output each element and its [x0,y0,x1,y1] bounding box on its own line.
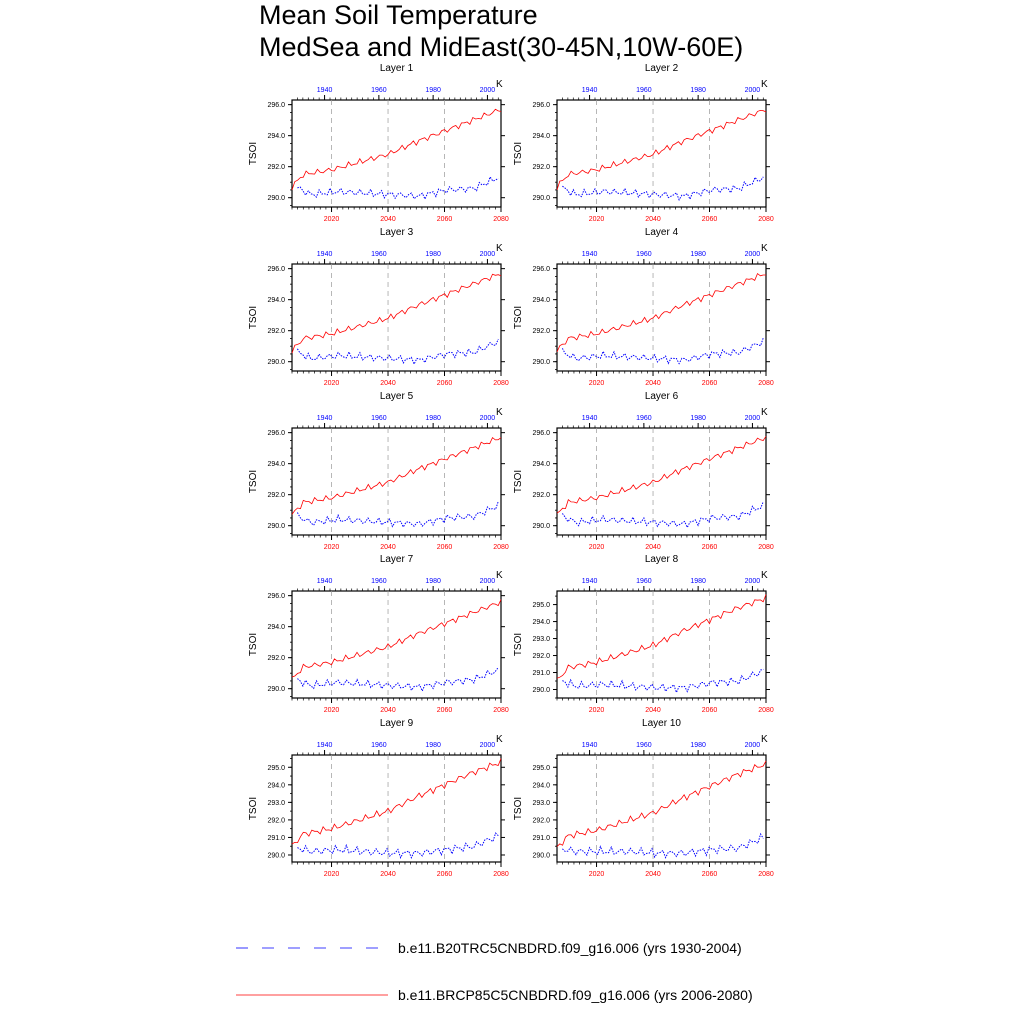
panel-9-title: Layer 9 [379,718,414,729]
panel-2-xtick-top-label: 1940 [581,87,598,94]
panel-1-xtick-bottom-label: 2040 [380,216,396,223]
panel-1-ytick-label: 294.0 [267,133,285,141]
panel-10-ytick-label: 294.0 [532,782,550,790]
panel-10-frame [557,755,766,862]
panel-8-units-label: K [761,570,768,581]
panel-5-series-historical [297,501,498,527]
panel-2-series-rcp85 [557,110,766,189]
panel-7-series-rcp85 [292,600,501,677]
panel-10-ytick-label: 290.0 [532,852,550,860]
panel-9-ylabel: TSOI [248,796,259,821]
panel-3-xtick-top-label: 1940 [316,251,333,258]
panel-9-units-label: K [496,734,503,745]
panel-9-ytick-label: 290.0 [267,852,285,860]
panel-8-xtick-top-label: 1940 [581,578,598,585]
panel-9-ytick-label: 291.0 [267,834,285,842]
panel-4-xtick-top-label: 1960 [636,251,652,258]
panel-7-ytick-label: 294.0 [267,624,285,632]
panel-8-ylabel: TSOI [513,632,524,657]
panel-8-ytick-label: 292.0 [532,653,550,661]
panel-1-ylabel: TSOI [248,141,259,166]
panel-2-xtick-bottom-label: 2080 [758,216,774,223]
panel-5-units-label: K [496,407,503,418]
panel-1-xtick-bottom-label: 2060 [436,216,453,223]
panel-1-series-historical [297,177,498,199]
panel-3-xtick-top-label: 1960 [371,251,387,258]
panel-9-xtick-top-label: 1960 [371,742,387,749]
panel-6-xtick-top-label: 2000 [744,415,761,422]
panel-6-xtick-bottom-label: 2040 [645,544,661,551]
panel-7-ytick-label: 290.0 [267,686,285,694]
panel-3-units-label: K [496,243,503,254]
panel-3-ylabel: TSOI [248,305,259,330]
panel-9-xtick-bottom-label: 2060 [436,871,453,878]
panel-5-ytick-label: 292.0 [267,492,285,500]
panel-4-ytick-label: 294.0 [532,297,550,305]
panel-8-xtick-bottom-label: 2080 [758,707,774,714]
panel-3-xtick-bottom-label: 2080 [493,380,509,387]
panel-6-xtick-bottom-label: 2020 [588,544,605,551]
panel-4-xtick-bottom-label: 2040 [645,380,661,387]
panel-2-ytick-label: 290.0 [532,195,550,203]
panel-8-ytick-label: 295.0 [532,602,550,610]
panel-7-xtick-bottom-label: 2020 [323,707,340,714]
panel-10-xtick-bottom-label: 2080 [758,871,774,878]
panel-8-ytick-label: 291.0 [532,670,550,678]
panel-5-xtick-top-label: 2000 [479,415,496,422]
panel-5-title: Layer 5 [379,391,414,402]
panel-1-frame [292,100,501,207]
panel-5-ytick-label: 290.0 [267,523,285,531]
panel-10-xtick-top-label: 1980 [690,742,706,749]
panel-2-units-label: K [761,79,768,90]
panel-2-xtick-top-label: 2000 [744,87,761,94]
panel-10-title: Layer 10 [642,718,681,729]
panel-5-ylabel: TSOI [248,469,259,494]
panel-6-title: Layer 6 [644,391,679,402]
panel-7-frame [292,591,501,698]
panel-4-title: Layer 4 [644,227,679,238]
panel-9-xtick-bottom-label: 2020 [323,871,340,878]
panel-6-frame [557,428,766,535]
panel-4-frame [557,264,766,371]
panel-1-xtick-top-label: 1980 [425,87,441,94]
panel-3-ytick-label: 290.0 [267,359,285,367]
panel-2-xtick-bottom-label: 2020 [588,216,605,223]
panel-10-xtick-top-label: 1940 [581,742,598,749]
panel-7-units-label: K [496,570,503,581]
panel-2-ytick-label: 296.0 [532,102,550,110]
panel-7-series-historical [297,667,498,691]
panel-8-series-historical [562,669,763,692]
panel-7-ytick-label: 296.0 [267,593,285,601]
panel-6-series-historical [562,502,763,528]
panel-3-xtick-bottom-label: 2020 [323,380,340,387]
panel-8-ytick-label: 290.0 [532,687,550,695]
panel-6-xtick-bottom-label: 2060 [701,544,718,551]
panel-2-frame [557,100,766,207]
panel-2-ytick-label: 292.0 [532,164,550,172]
panel-4-xtick-top-label: 1940 [581,251,598,258]
panel-10-series-historical [562,834,763,858]
panel-4-xtick-bottom-label: 2080 [758,380,774,387]
panel-10-ylabel: TSOI [513,796,524,821]
panel-9-series-rcp85 [292,759,501,844]
panel-6-xtick-top-label: 1980 [690,415,706,422]
panel-3-ytick-label: 292.0 [267,328,285,336]
panel-2-series-historical [562,177,763,200]
panel-1-ytick-label: 292.0 [267,164,285,172]
panel-8-xtick-top-label: 1960 [636,578,652,585]
panel-1-xtick-bottom-label: 2020 [323,216,340,223]
panel-6-ytick-label: 296.0 [532,430,550,438]
panel-4-series-historical [562,338,763,364]
panel-8-xtick-top-label: 2000 [744,578,761,585]
panel-6-ytick-label: 294.0 [532,461,550,469]
panel-3-frame [292,264,501,371]
panel-9-xtick-bottom-label: 2080 [493,871,509,878]
panel-10-xtick-top-label: 2000 [744,742,761,749]
panel-9-frame [292,755,501,862]
panel-2-title: Layer 2 [644,63,679,74]
panel-9-ytick-label: 292.0 [267,817,285,825]
panel-8-ytick-label: 293.0 [532,636,550,644]
panel-3-xtick-top-label: 2000 [479,251,496,258]
legend-label-historical: b.e11.B20TRC5CNBDRD.f09_g16.006 (yrs 1930-2004) [398,940,742,956]
panel-8-xtick-bottom-label: 2060 [701,707,718,714]
panel-9-xtick-bottom-label: 2040 [380,871,396,878]
panel-7-xtick-top-label: 2000 [479,578,496,585]
panel-8-ytick-label: 294.0 [532,619,550,627]
panel-1-xtick-top-label: 2000 [479,87,496,94]
panel-3-series-historical [297,339,498,364]
panel-10-ytick-label: 291.0 [532,834,550,842]
panel-2-xtick-top-label: 1980 [690,87,706,94]
panel-5-xtick-bottom-label: 2060 [436,544,453,551]
panel-10-units-label: K [761,734,768,745]
panel-7-xtick-bottom-label: 2060 [436,707,453,714]
panel-5-ytick-label: 296.0 [267,430,285,438]
panel-4-ylabel: TSOI [513,305,524,330]
panel-5-xtick-top-label: 1940 [316,415,333,422]
panel-4-xtick-top-label: 1980 [690,251,706,258]
panel-1-units-label: K [496,79,503,90]
panel-6-ytick-label: 292.0 [532,492,550,500]
panel-1-series-rcp85 [292,109,501,190]
panel-9-ytick-label: 295.0 [267,764,285,772]
panel-2-ytick-label: 294.0 [532,133,550,141]
panel-5-ytick-label: 294.0 [267,461,285,469]
panel-10-ytick-label: 293.0 [532,799,550,807]
panel-9-series-historical [297,833,498,858]
panel-3-ytick-label: 294.0 [267,297,285,305]
panel-1-xtick-top-label: 1940 [316,87,333,94]
panel-9-xtick-top-label: 1980 [425,742,441,749]
panel-5-xtick-top-label: 1960 [371,415,387,422]
panel-7-title: Layer 7 [379,554,414,565]
panel-1-ytick-label: 296.0 [267,102,285,110]
panel-1-xtick-top-label: 1960 [371,87,387,94]
panel-3-xtick-bottom-label: 2040 [380,380,396,387]
panel-4-series-rcp85 [557,274,766,352]
panel-10-xtick-bottom-label: 2060 [701,871,718,878]
panel-4-ytick-label: 296.0 [532,266,550,274]
panel-10-xtick-bottom-label: 2040 [645,871,661,878]
panel-9-ytick-label: 293.0 [267,799,285,807]
panel-4-ytick-label: 292.0 [532,328,550,336]
panel-9-ytick-label: 294.0 [267,782,285,790]
panel-7-xtick-top-label: 1960 [371,578,387,585]
panel-6-units-label: K [761,407,768,418]
panel-5-xtick-bottom-label: 2020 [323,544,340,551]
panel-7-ytick-label: 292.0 [267,655,285,663]
panel-4-units-label: K [761,243,768,254]
chart-title-line-2: MedSea and MidEast(30-45N,10W-60E) [259,32,744,62]
panel-10-ytick-label: 292.0 [532,817,550,825]
panel-5-series-rcp85 [292,438,501,515]
panel-6-xtick-bottom-label: 2080 [758,544,774,551]
panel-2-xtick-bottom-label: 2040 [645,216,661,223]
panel-3-series-rcp85 [292,274,501,353]
panel-5-xtick-top-label: 1980 [425,415,441,422]
panel-8-xtick-bottom-label: 2020 [588,707,605,714]
panel-4-ytick-label: 290.0 [532,359,550,367]
panel-6-xtick-top-label: 1940 [581,415,598,422]
panel-9-xtick-top-label: 2000 [479,742,496,749]
panel-5-frame [292,428,501,535]
panel-5-xtick-bottom-label: 2080 [493,544,509,551]
panel-8-title: Layer 8 [644,554,679,565]
panel-6-xtick-top-label: 1960 [636,415,652,422]
panel-4-xtick-bottom-label: 2060 [701,380,718,387]
panel-8-xtick-top-label: 1980 [690,578,706,585]
panel-2-xtick-bottom-label: 2060 [701,216,718,223]
panel-7-xtick-bottom-label: 2080 [493,707,509,714]
panel-8-series-rcp85 [557,595,766,679]
chart-title-line-1: Mean Soil Temperature [259,0,538,30]
panel-10-ytick-label: 295.0 [532,764,550,772]
panel-1-title: Layer 1 [379,63,414,74]
panel-3-xtick-top-label: 1980 [425,251,441,258]
panel-1-ytick-label: 290.0 [267,195,285,203]
panel-2-ylabel: TSOI [513,141,524,166]
panel-3-xtick-bottom-label: 2060 [436,380,453,387]
panel-4-xtick-top-label: 2000 [744,251,761,258]
panel-6-ytick-label: 290.0 [532,523,550,531]
panel-4-xtick-bottom-label: 2020 [588,380,605,387]
panel-7-xtick-top-label: 1940 [316,578,333,585]
panel-7-xtick-top-label: 1980 [425,578,441,585]
panel-2-xtick-top-label: 1960 [636,87,652,94]
panel-6-series-rcp85 [557,436,766,513]
panel-1-xtick-bottom-label: 2080 [493,216,509,223]
panel-6-ylabel: TSOI [513,469,524,494]
panel-3-title: Layer 3 [379,227,414,238]
legend-label-rcp85: b.e11.BRCP85C5CNBDRD.f09_g16.006 (yrs 2006-2080) [398,987,753,1003]
panel-9-xtick-top-label: 1940 [316,742,333,749]
panel-5-xtick-bottom-label: 2040 [380,544,396,551]
panel-10-xtick-bottom-label: 2020 [588,871,605,878]
panel-10-xtick-top-label: 1960 [636,742,652,749]
panel-8-xtick-bottom-label: 2040 [645,707,661,714]
panel-7-xtick-bottom-label: 2040 [380,707,396,714]
panel-7-ylabel: TSOI [248,632,259,657]
panel-10-series-rcp85 [557,761,766,847]
panel-3-ytick-label: 296.0 [267,266,285,274]
